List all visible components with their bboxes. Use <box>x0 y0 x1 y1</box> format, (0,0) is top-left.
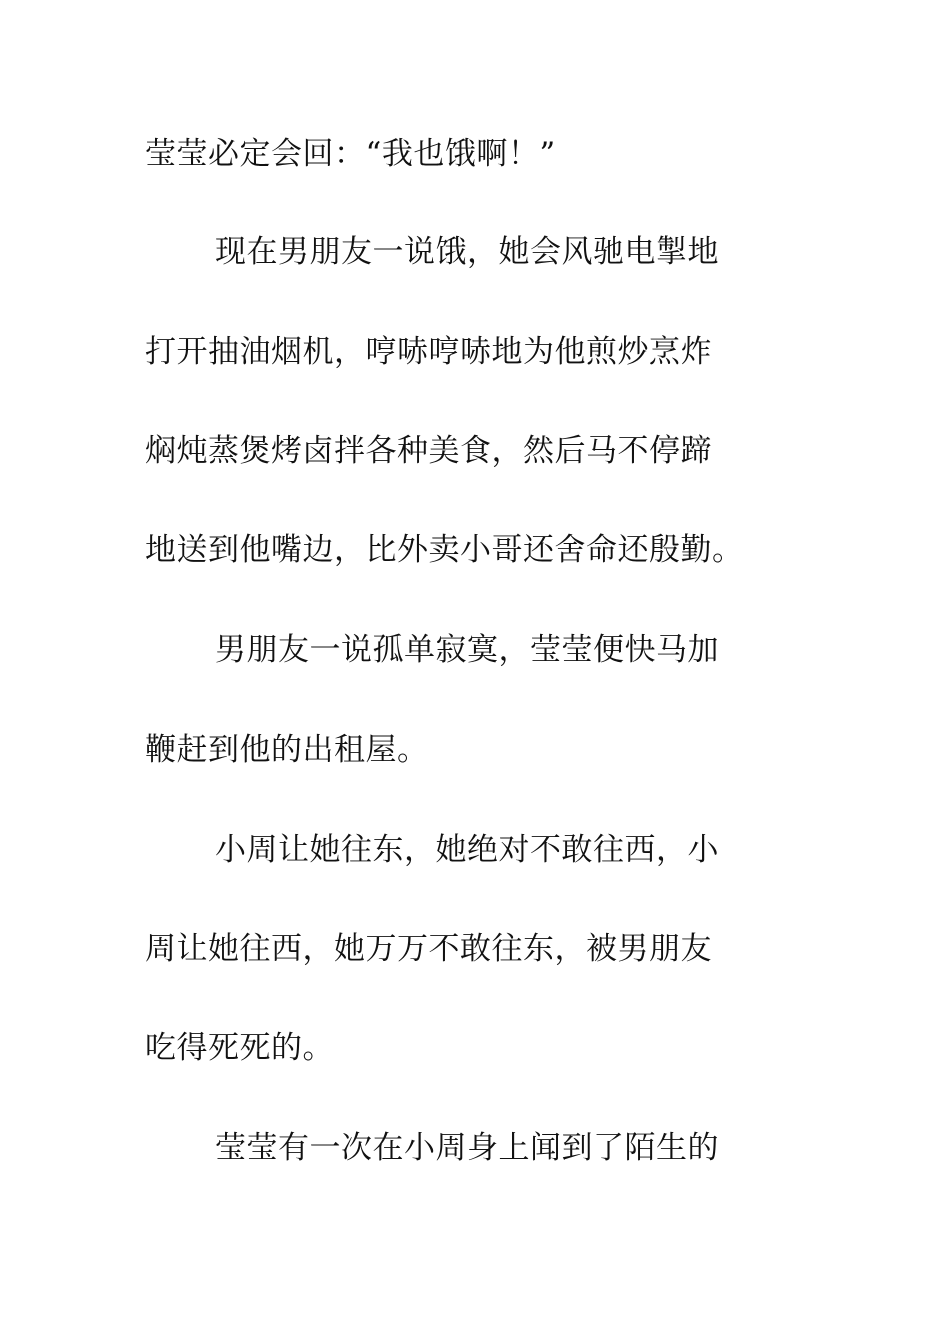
text-line: 鞭赶到他的出租屋。 <box>145 732 429 768</box>
paragraph-first-line: 男朋友一说孤单寂寞，莹莹便快马加 <box>215 632 719 668</box>
text-line: 莹莹必定会回：“我也饿啊！” <box>145 136 556 172</box>
paragraph-first-line: 小周让她往东，她绝对不敢往西，小 <box>215 832 719 868</box>
text-line: 地送到他嘴边，比外卖小哥还舍命还殷勤。 <box>145 532 744 568</box>
text-line: 打开抽油烟机，哼哧哼哧地为他煎炒烹炸 <box>145 334 712 370</box>
text-line: 焖炖蒸煲烤卤拌各种美食，然后马不停蹄 <box>145 433 712 469</box>
paragraph-first-line: 莹莹有一次在小周身上闻到了陌生的 <box>215 1130 719 1166</box>
text-line: 周让她往西，她万万不敢往东，被男朋友 <box>145 931 712 967</box>
paragraph-first-line: 现在男朋友一说饿，她会风驰电掣地 <box>215 234 719 270</box>
text-line: 吃得死死的。 <box>145 1030 334 1066</box>
